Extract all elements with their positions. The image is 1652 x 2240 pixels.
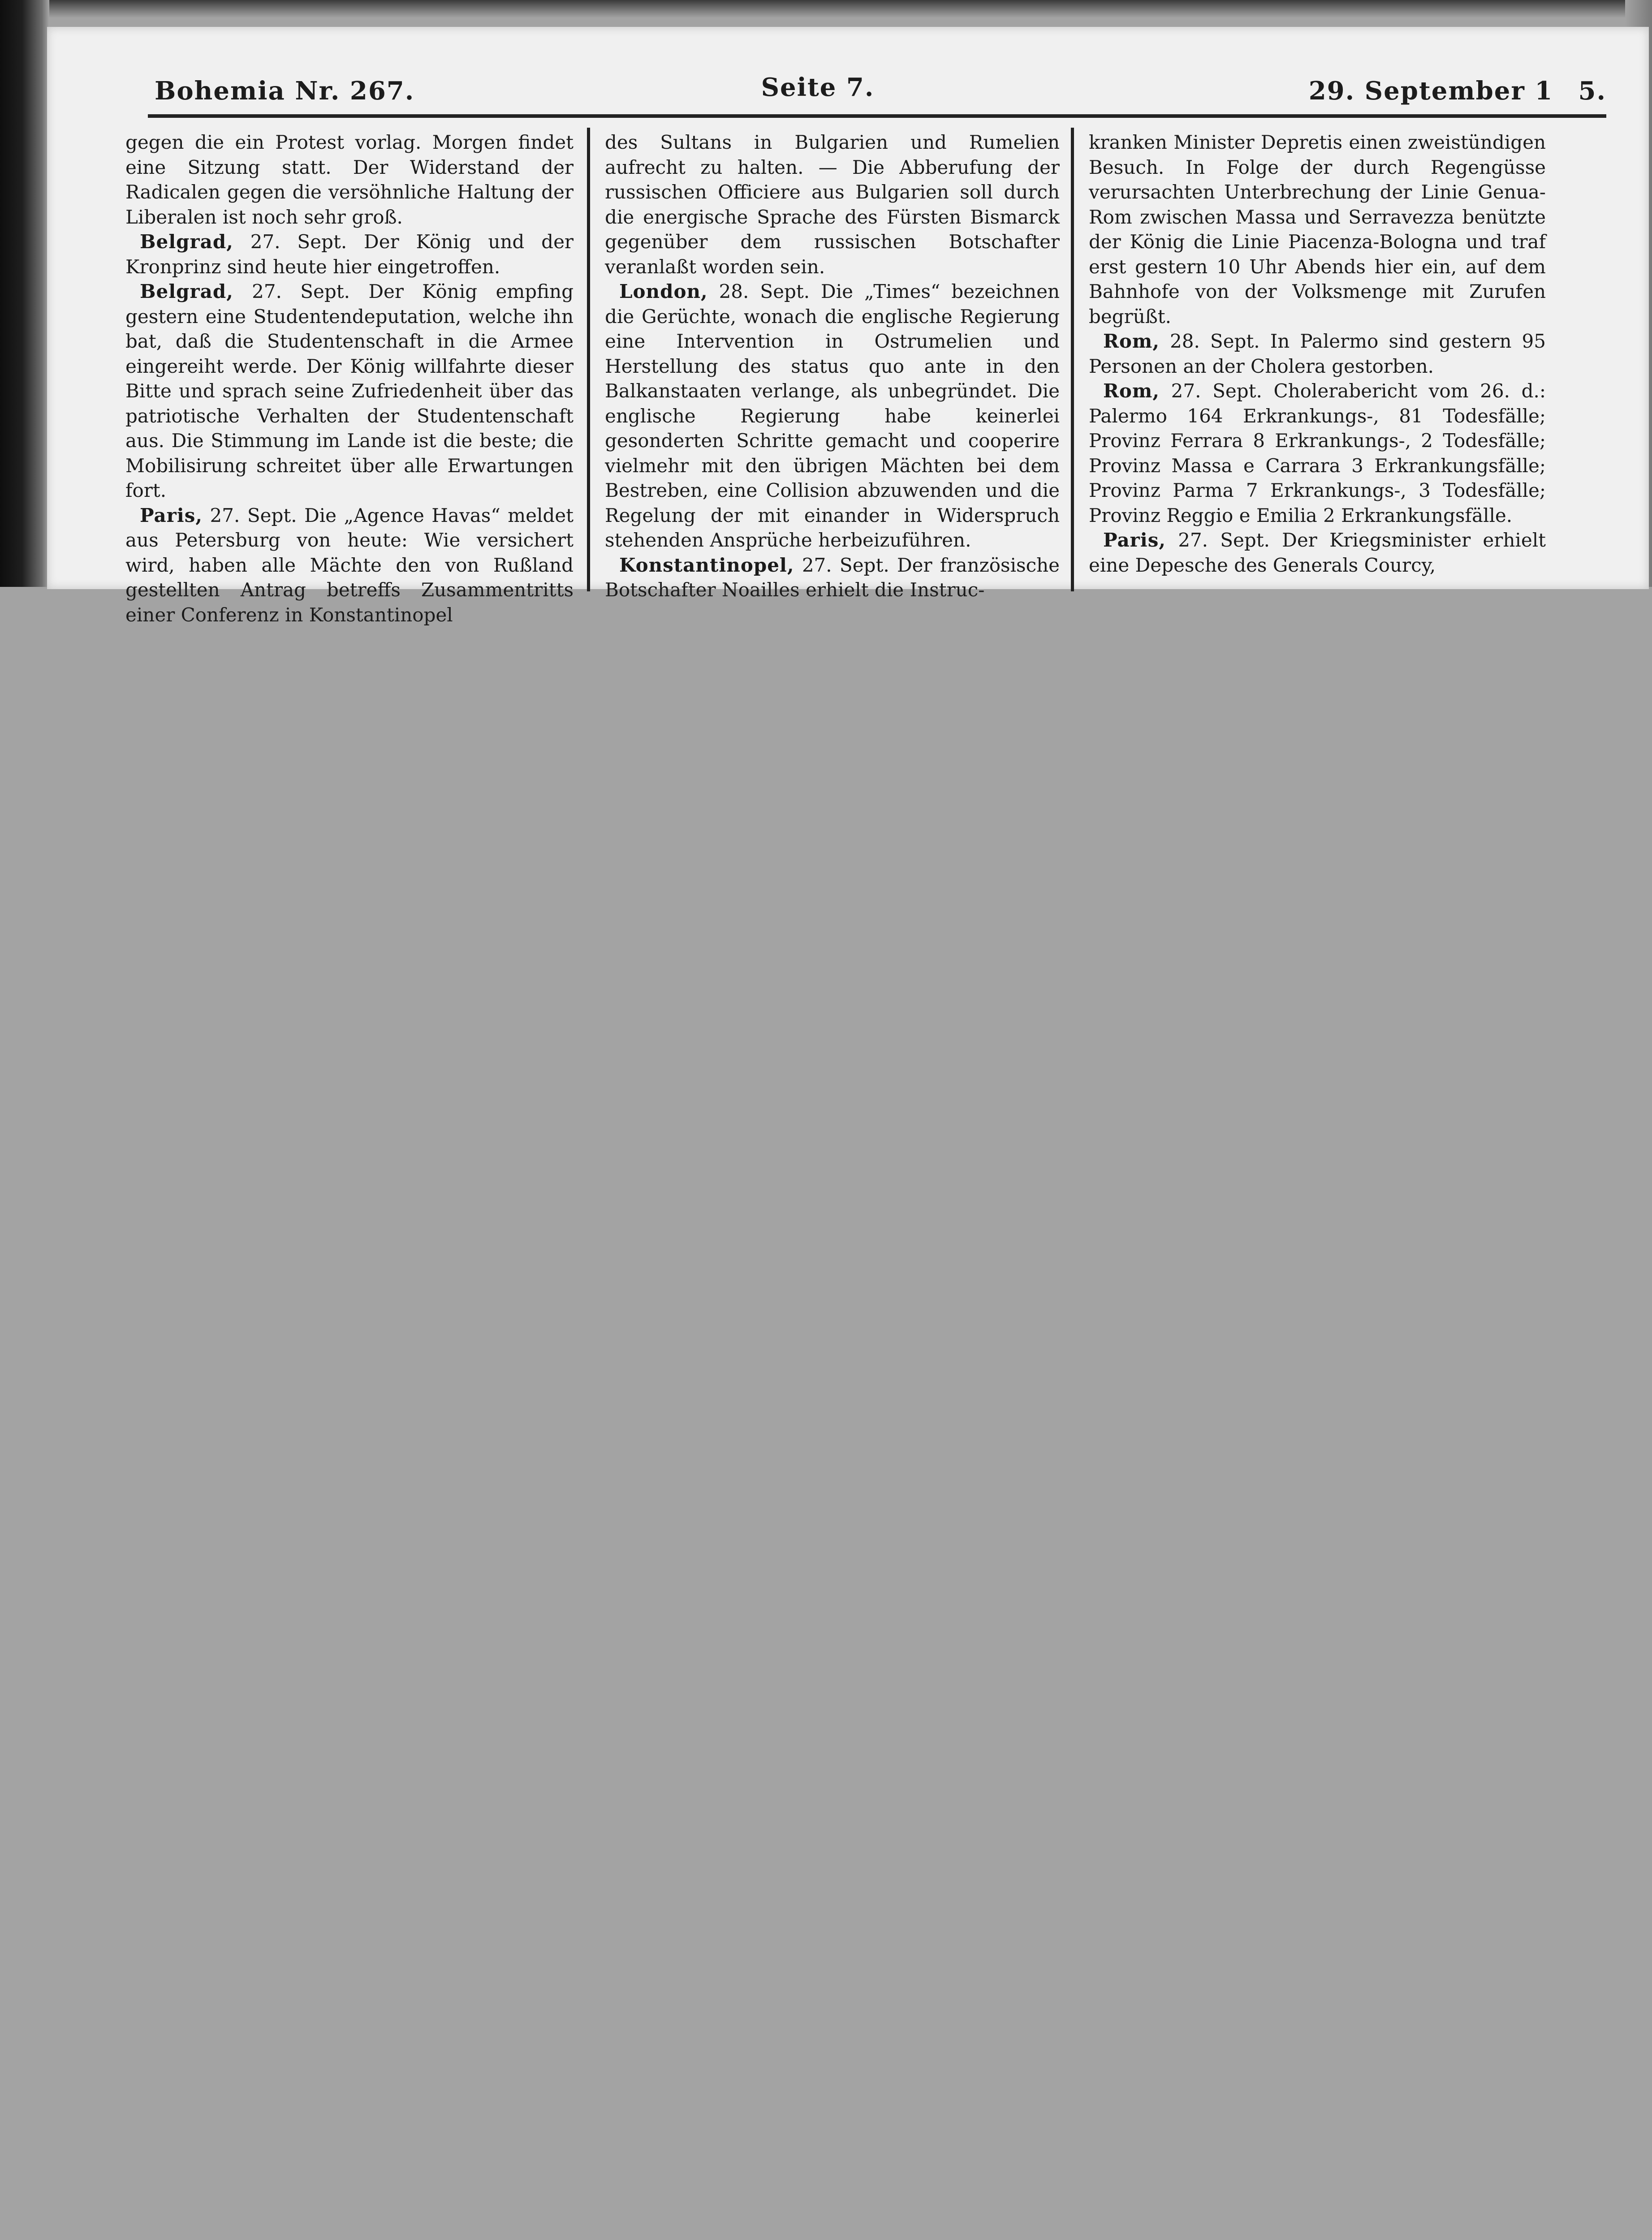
dateline: Rom, [1103, 380, 1160, 402]
article-paragraph [605, 130, 1060, 279]
article-paragraph [1089, 528, 1546, 577]
dateline: Rom, [1103, 330, 1160, 352]
column-2 [605, 130, 1060, 601]
newspaper-page [47, 27, 1649, 626]
article-paragraph [125, 130, 574, 229]
paragraph-text: 28. Sept. In Palermo sind gestern 95 Personen an der Cholera gestorben. [1089, 330, 1546, 377]
paragraph-text: kranken Minister Depretis einen zweistündigen Besuch. In Folge der durch Regengüsse verursachten Unterbrechung der Linie Genua-Rom zwischen Massa und Serravezza benützte der König die Linie Piacenza-Bologna und traf erst gestern 10 Uhr Abends hier ein, auf dem Bahnhofe von der Volksmenge mit Zurufen begrüßt. [1089, 131, 1546, 327]
column-1 [125, 130, 574, 626]
dateline: Belgrad, [140, 231, 233, 253]
header-rule [148, 114, 1606, 118]
paragraph-text: gegen die ein Protest vorlag. Morgen findet eine Sitzung statt. Der Widerstand der Radicalen gegen die versöhnliche Haltung der Liberalen ist noch sehr groß. [125, 131, 574, 228]
column-divider [1071, 128, 1074, 591]
dateline: Paris, [1103, 529, 1166, 551]
dateline: Belgrad, [140, 280, 233, 302]
article-paragraph [125, 279, 574, 503]
article-paragraph [1089, 379, 1546, 528]
paragraph-text: des Sultans in Bulgarien und Rumelien aufrecht zu halten. — Die Abberufung der russischen Officiere aus Bulgarien soll durch die energische Sprache des Fürsten Bismarck gegenüber dem russischen Botschafter veranlaßt worden sein. [605, 131, 1060, 278]
dateline: Konstantinopel, [619, 554, 794, 576]
article-paragraph [125, 503, 574, 628]
article-paragraph [125, 229, 574, 279]
article-paragraph [1089, 130, 1546, 329]
issue-date: 29. September 1 5. [1308, 76, 1606, 106]
article-paragraph [1089, 329, 1546, 379]
paragraph-text: 27. Sept. Der Kriegsminister erhielt eine Depesche des Generals Courcy, [1089, 529, 1546, 576]
paragraph-text: 27. Sept. Die „Agence Havas“ meldet aus Petersburg von heute: Wie versichert wird, haben alle Mächte den von Rußland gestellten Antrag betreffs Zusammentritts einer Conferenz in Konstantinopel [125, 504, 574, 626]
newspaper-title-issue: Bohemia Nr. 267. [155, 76, 415, 106]
article-paragraph [605, 553, 1060, 603]
scan-edge-top [0, 0, 1652, 18]
column-3 [1089, 130, 1546, 589]
paragraph-text: 27. Sept. Der König und der Kronprinz sind heute hier eingetroffen. [125, 231, 574, 278]
paragraph-text: 27. Sept. Cholerabericht vom 26. d.: Palermo 164 Erkrankungs-, 81 Todesfälle; Provinz Ferrara 8 Erkrankungs-, 2 Todesfälle; Provinz Massa e Carrara 3 Erkrankungsfälle; Provinz Parma 7 Erkrankungs-, 3 Todesfälle; Provinz Reggio e Emilia 2 Erkrankungsfälle. [1089, 380, 1546, 526]
paragraph-text: 28. Sept. Die „Times“ bezeichnen die Gerüchte, wonach die englische Regierung eine Intervention in Ostrumelien und Herstellung des status quo ante in den Balkanstaaten verlange, als unbegründet. Die englische Regierung habe keinerlei gesonderten Schritte gemacht und cooperire vielmehr mit den übrigen Mächten bei dem Bestreben, eine Collision abzuwenden und die Regelung der mit einander in Widerspruch stehenden Ansprüche herbeizuführen. [605, 280, 1060, 551]
column-divider [587, 128, 590, 591]
page-number: Seite 7. [761, 73, 875, 102]
article-paragraph [605, 279, 1060, 553]
page-header [155, 73, 1606, 116]
paragraph-text: 27. Sept. Der König empfing gestern eine Studentendeputation, welche ihn bat, daß die Studentenschaft in die Armee eingereiht werde. Der König willfahrte dieser Bitte und sprach seine Zufriedenheit über das patriotische Verhalten der Studentenschaft aus. Die Stimmung im Lande ist die beste; die Mobilisirung schreitet über alle Erwartungen fort. [125, 280, 574, 501]
dateline: Paris, [140, 504, 203, 526]
scan-edge-left [0, 0, 49, 587]
dateline: London, [619, 280, 708, 302]
paragraph-text: 27. Sept. Der französische Botschafter Noailles erhielt die Instruc- [605, 554, 1060, 601]
